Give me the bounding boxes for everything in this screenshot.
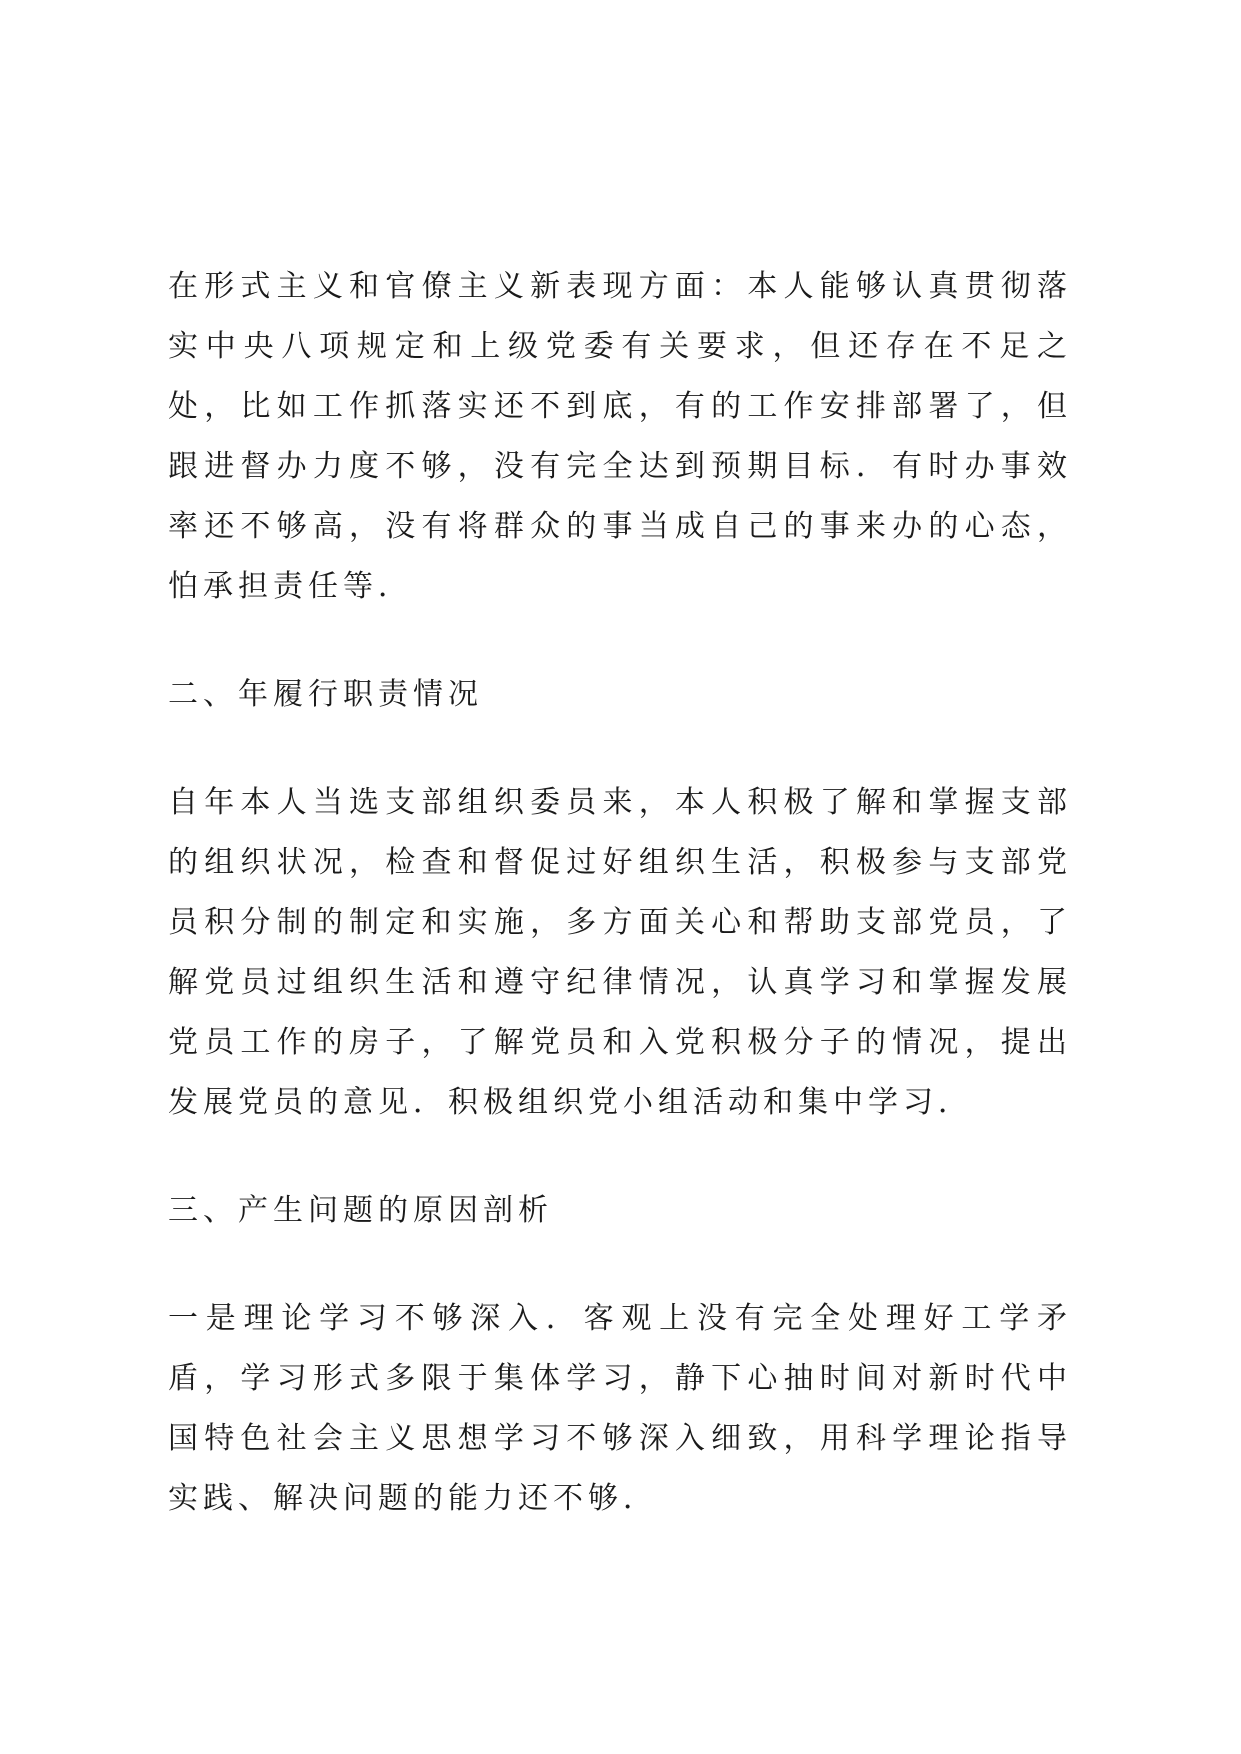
paragraph-duties: 自年本人当选支部组织委员来，本人积极了解和掌握支部的组织状况，检查和督促过好组织生活，积极参与支部党员积分制的制定和实施，多方面关心和帮助支部党员，了解党员过组织生活和遵守纪律情况，认真学习和掌握发展党员工作的房子，了解党员和入党积极分子的情况，提出发展党员的意见．积极组织党小组活动和集中学习． <box>168 785 1072 1120</box>
section-heading-duties: 二、年履行职责情况 <box>168 677 483 712</box>
section-heading-causes: 三、产生问题的原因剖析 <box>168 1193 553 1228</box>
document-body <box>168 257 1072 1577</box>
paragraph-formalism: 在形式主义和官僚主义新表现方面：本人能够认真贯彻落实中央八项规定和上级党委有关要求，但还存在不足之处，比如工作抓落实还不到底，有的工作安排部署了，但跟进督办力度不够，没有完全达到预期目标．有时办事效率还不够高，没有将群众的事当成自己的事来办的心态，怕承担责任等． <box>168 269 1072 604</box>
paragraph-causes: 一是理论学习不够深入．客观上没有完全处理好工学矛盾，学习形式多限于集体学习，静下心抽时间对新时代中国特色社会主义思想学习不够深入细致，用科学理论指导实践、解决问题的能力还不够． <box>168 1301 1072 1516</box>
